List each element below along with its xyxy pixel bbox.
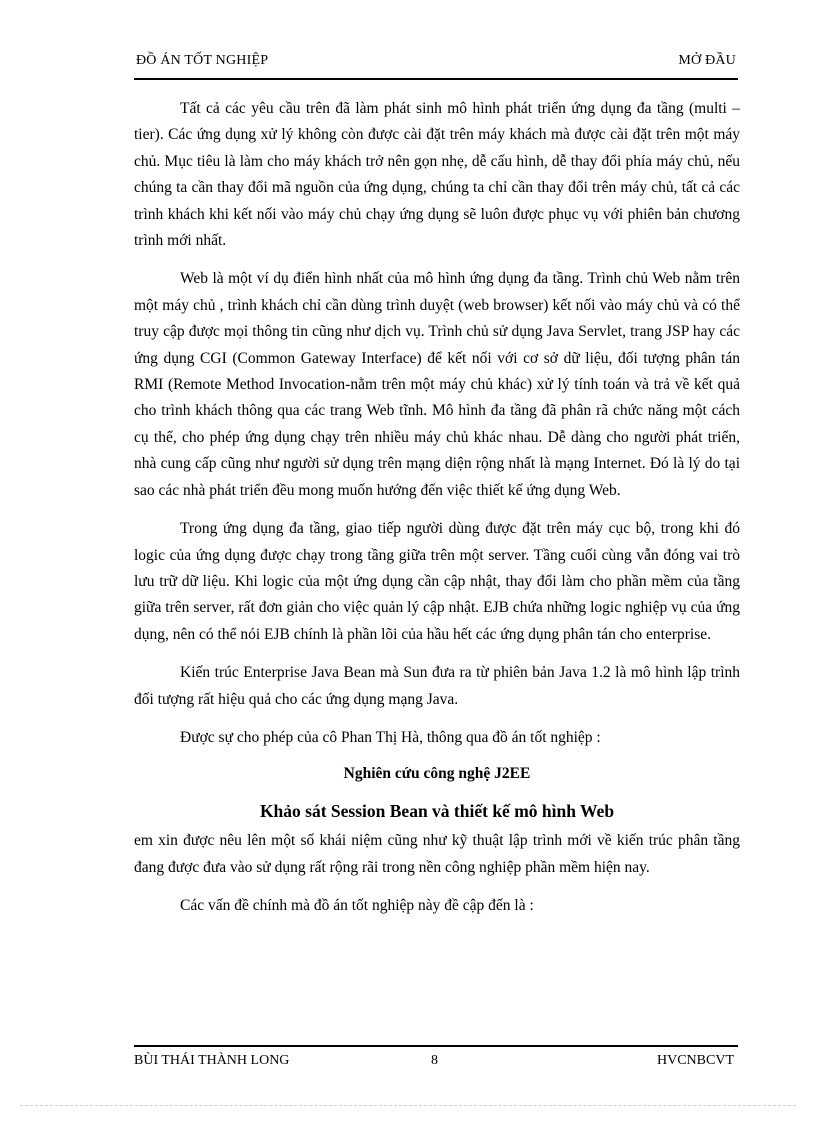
paragraph-ejb-architecture: Kiến trúc Enterprise Java Bean mà Sun đưa ra từ phiên bản Java 1.2 là mô hình lập trình đối tượng rất hiệu quả cho các ứng dụng mạng Java. [134, 664, 740, 708]
page-bottom-edge [20, 1105, 796, 1106]
paragraph-multi-tier: Tất cả các yêu cầu trên đã làm phát sinh mô hình phát triển ứng dụng đa tầng (multi – tier). Các ứng dụng xử lý không còn được cài đặt trên máy khách mà được cài đặt trên một máy chủ. Mục tiêu là làm cho máy khách trở nên gọn nhẹ, dễ cấu hình, dễ thay đổi phía máy chủ, nếu chúng ta cần thay đổi mã nguồn của ứng dụng, chúng ta chỉ cần thay đổi trên máy chủ, tất cả các trình khách khi kết nối vào máy chủ chạy ứng dụng sẽ luôn được phục vụ với phiên bản chương trình mới nhất. [134, 100, 740, 250]
page-footer [134, 1053, 738, 1075]
header-section-label: MỞ ĐẦU [678, 53, 736, 68]
paragraph-tier-logic: Trong ứng dụng đa tầng, giao tiếp người dùng được đặt trên máy cục bộ, trong khi đó logic của ứng dụng được chạy trong tầng giữa trên một server. Tầng cuối cùng vẫn đóng vai trò lưu trữ dữ liệu. Khi logic của một ứng dụng cần cập nhật, thay đổi làm cho phần mềm của tầng giữa trên server, rất đơn giản cho việc quản lý cập nhật. EJB chứa những logic nghiệp vụ của ứng dụng, nên có thể nói EJB chính là phần lõi của hầu hết các ứng dụng phân tán cho enterprise. [134, 520, 740, 643]
footer-institution: HVCNBCVT [656, 1053, 734, 1068]
document-body [134, 96, 740, 931]
thesis-title-line-2: Khảo sát Session Bean và thiết kế mô hình Web [259, 800, 615, 821]
thesis-title-line-1: Nghiên cứu công nghệ J2EE [343, 765, 531, 783]
header-thesis-label: ĐỒ ÁN TỐT NGHIỆP [136, 53, 269, 68]
footer-divider [134, 1045, 738, 1047]
header-divider [134, 78, 738, 80]
paragraph-permission: Được sự cho phép của cô Phan Thị Hà, thông qua đồ án tốt nghiệp : [180, 728, 601, 746]
footer-page-number: 8 [431, 1053, 438, 1068]
paragraph-main-issues: Các vấn đề chính mà đồ án tốt nghiệp này đề cập đến là : [180, 896, 534, 914]
footer-author: BÙI THÁI THÀNH LONG [134, 1053, 290, 1068]
paragraph-intro-concepts: em xin được nêu lên một số khái niệm cũng như kỹ thuật lập trình mới về kiến trúc phân tầng đang được đưa vào sử dụng rất rộng rãi trong nền công nghiệp phần mềm hiện nay. [134, 832, 740, 876]
page-header [136, 53, 736, 75]
paragraph-web-example: Web là một ví dụ điển hình nhất của mô hình ứng dụng đa tầng. Trình chủ Web nằm trên một máy chủ , trình khách chỉ cần dùng trình duyệt (web browser) kết nối vào máy chủ và có thể truy cập được mọi thông tin cũng như dịch vụ. Trình chủ sử dụng Java Servlet, trang JSP hay các ứng dụng CGI (Common Gateway Interface) để kết nối với cơ sở dữ liệu, đối tượng phân tán RMI (Remote Method Invocation-nằm trên một máy chủ khác) xử lý tính toán và trả về kết quả cho trình khách thông qua các trang Web tĩnh. Mô hình đa tầng đã phân rã chức năng một cách cụ thể, cho phép ứng dụng chạy trên nhiều máy chủ khác nhau. Dễ dàng cho người phát triển, nhà cung cấp cũng như người sử dụng trên mạng diện rộng nhất là mạng Internet. Đó là lý do tại sao các nhà phát triển đều mong muốn hướng đến việc thiết kế ứng dụng Web. [134, 270, 740, 499]
